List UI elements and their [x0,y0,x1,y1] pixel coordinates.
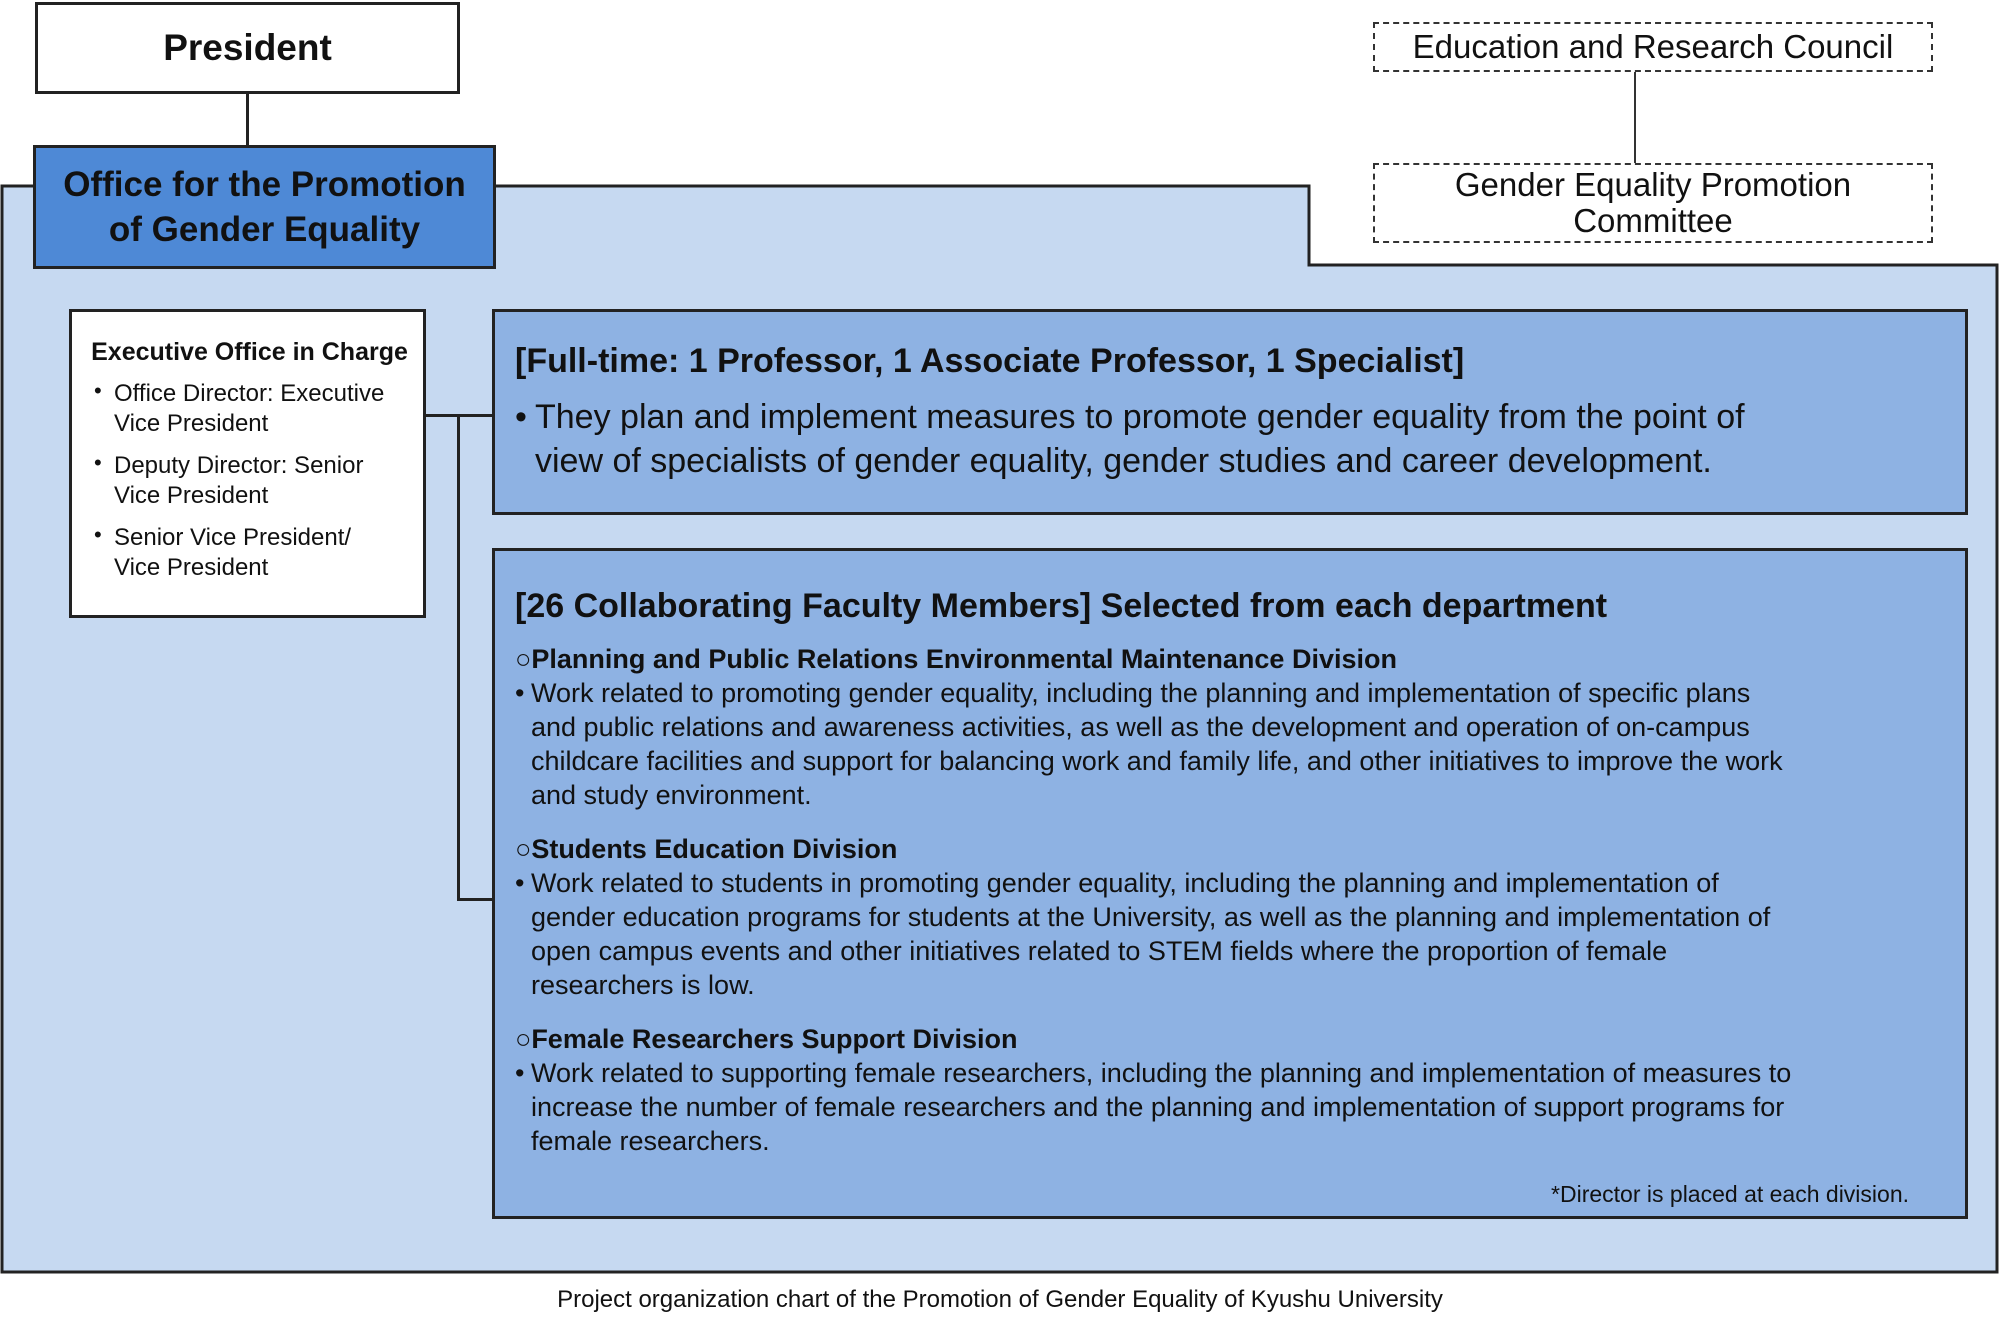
bullet-dot: • [94,450,102,475]
division-name-text: Female Researchers Support Division [531,1024,1018,1054]
bullet-dot: • [515,678,525,708]
office-box [33,145,496,269]
executive-item [86,379,413,439]
fulltime-text-line1: They plan and implement measures to promote gender equality from the point of [535,398,1745,436]
division-line: childcare facilities and support for balancing work and family life, and other initiatives to improve the work [531,746,1783,776]
executive-office-box [69,309,426,618]
division-line: female researchers. [531,1126,770,1156]
division-name-text: Students Education Division [531,834,898,864]
fulltime-text-line2: view of specialists of gender equality, gender studies and career development. [535,442,1712,480]
division-description [515,866,1945,1002]
executive-item-line1: Deputy Director: Senior [114,452,364,479]
director-note: *Director is placed at each division. [1551,1181,1909,1207]
division-line: open campus events and other initiatives related to STEM fields where the proportion of female [531,936,1668,966]
council-label: Education and Research Council [1412,28,1894,65]
office-label-line1: Office for the Promotion [63,165,466,204]
division-name [515,642,1945,676]
committee-label-line1: Gender Equality Promotion [1454,166,1852,203]
figure-caption: Project organization chart of the Promotion of Gender Equality of Kyushu University [557,1286,1443,1313]
division-line: Work related to students in promoting gender equality, including the planning and implementation of [531,868,1719,898]
division-line: researchers is low. [531,970,755,1000]
division-line: increase the number of female researchers and the planning and implementation of support programs for [531,1092,1785,1122]
executive-office-title: Executive Office in Charge [91,338,408,366]
executive-item-line1: Office Director: Executive [114,380,385,407]
executive-item [86,523,413,583]
committee-label-line2: Committee [1573,202,1733,239]
fulltime-description [515,395,1945,483]
collaborating-title: [26 Collaborating Faculty Members] Selected from each department [515,587,1608,625]
circle-icon: ○ [515,644,532,674]
division-description [515,1056,1945,1158]
bullet-dot: • [515,868,525,898]
bracket-bottom [457,898,492,901]
division-name [515,1022,1945,1056]
bullet-dot: • [515,398,527,436]
division-line: and public relations and awareness activities, as well as the development and operation of on-campus [531,712,1750,742]
bullet-dot: • [94,378,102,403]
circle-icon: ○ [515,834,532,864]
division-description [515,676,1945,812]
executive-item-line2: Vice President [114,410,269,437]
executive-item [86,451,413,511]
executive-item-line2: Vice President [114,554,269,581]
division-line: and study environment. [531,780,812,810]
division-line: gender education programs for students at the University, as well as the planning and implementation of [531,902,1771,932]
bullet-dot: • [515,1058,525,1088]
executive-item-line2: Vice President [114,482,269,509]
division-line: Work related to promoting gender equality, including the planning and implementation of specific plans [531,678,1751,708]
circle-icon: ○ [515,1024,532,1054]
office-label-line2: of Gender Equality [108,210,421,249]
division-name [515,832,1945,866]
bracket-vertical [457,414,460,901]
division-line: Work related to supporting female researchers, including the planning and implementation of measures to [531,1058,1792,1088]
division-name-text: Planning and Public Relations Environmental Maintenance Division [531,644,1397,674]
fulltime-box [492,309,1968,515]
fulltime-title: [Full-time: 1 Professor, 1 Associate Professor, 1 Specialist] [515,342,1465,380]
executive-item-line1: Senior Vice President/ [114,524,352,551]
bullet-dot: • [94,522,102,547]
collaborating-box [492,548,1968,1219]
president-label: President [163,27,332,68]
